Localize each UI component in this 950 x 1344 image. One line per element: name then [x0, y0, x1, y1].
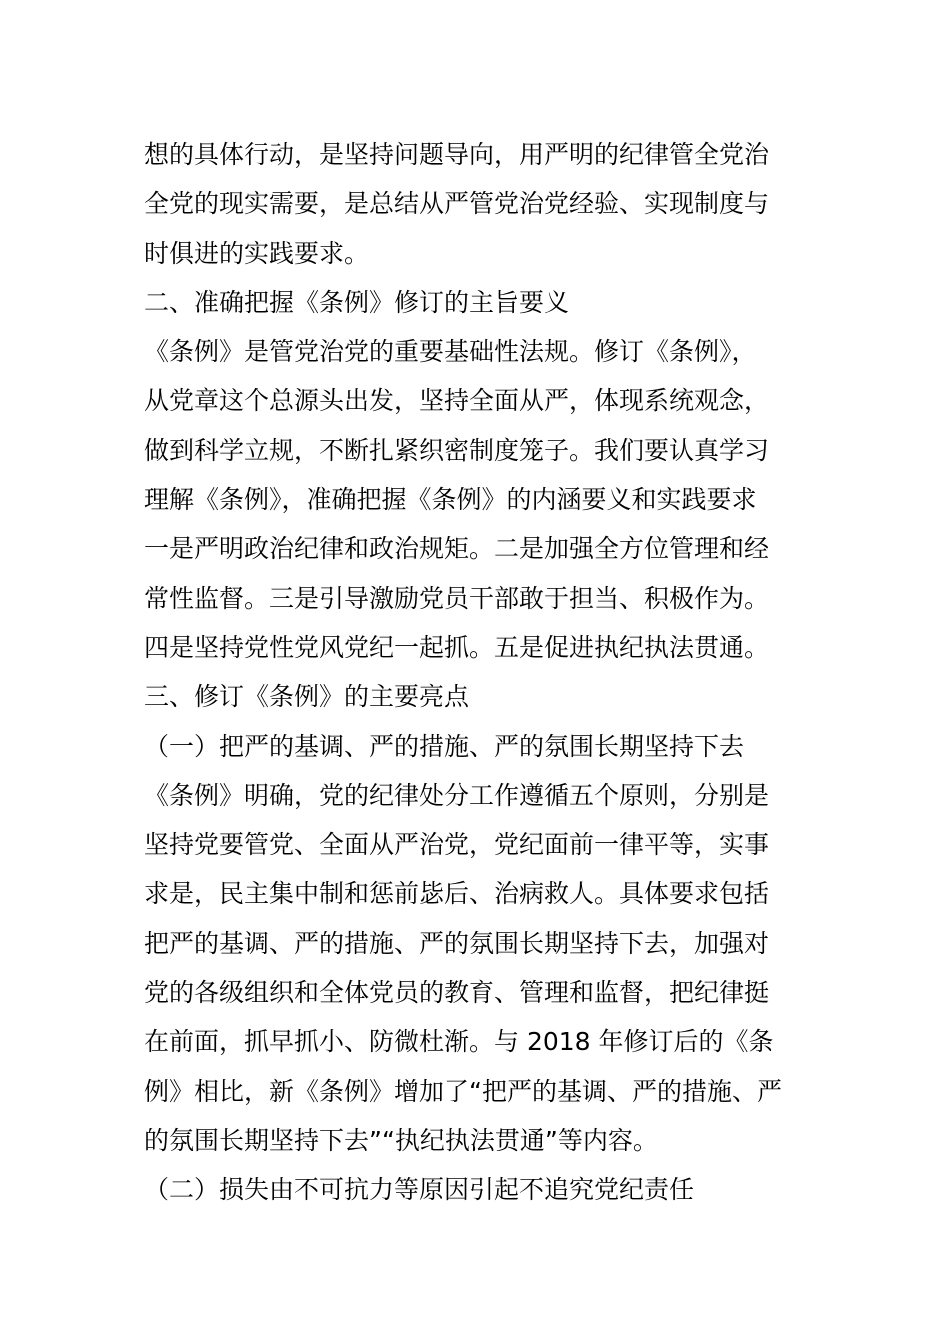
text-line-5: 《条例》是管党治党的重要基础性法规。修订《条例》，	[144, 337, 757, 367]
text-line-10: 常性监督。三是引导激励党员干部敢于担当、积极作为。	[144, 583, 770, 613]
text-line-8: 理解《条例》，准确把握《条例》的内涵要义和实践要求	[144, 485, 757, 515]
section-heading-3: 三、修订《条例》的主要亮点	[144, 682, 470, 712]
text-line-16: 求是，民主集中制和惩前毖后、治病救人。具体要求包括	[144, 879, 770, 909]
text-line-2: 全党的现实需要，是总结从严管党治党经验、实现制度与	[144, 189, 770, 219]
section-heading-2: 二、准确把握《条例》修订的主旨要义	[144, 287, 570, 317]
subsection-heading-2: （二）损失由不可抗力等原因引起不追究党纪责任	[144, 1175, 695, 1205]
text-line-1: 想的具体行动，是坚持问题导向，用严明的纪律管全党治	[144, 140, 770, 169]
text-line-9: 一是严明政治纪律和政治规矩。二是加强全方位管理和经	[144, 534, 770, 564]
text-line-17: 把严的基调、严的措施、严的氛围长期坚持下去，加强对	[144, 928, 770, 958]
text-line-14: 《条例》明确，党的纪律处分工作遵循五个原则，分别是	[144, 780, 770, 810]
text-line-18: 党的各级组织和全体党员的教育、管理和监督，把纪律挺	[144, 978, 770, 1008]
text-line-20: 例》相比，新《条例》增加了“把严的基调、严的措施、严	[144, 1076, 782, 1106]
subsection-heading-1: （一）把严的基调、严的措施、严的氛围长期坚持下去	[144, 731, 745, 761]
text-line-21: 的氛围长期坚持下去”“执纪执法贯通”等内容。	[144, 1125, 658, 1155]
text-line-15: 坚持党要管党、全面从严治党，党纪面前一律平等，实事	[144, 830, 770, 860]
text-line-6: 从党章这个总源头出发，坚持全面从严，体现系统观念，	[144, 386, 770, 416]
text-line-19: 在前面，抓早抓小、防微杜渐。与 2018 年修订后的《条	[144, 1027, 774, 1057]
text-line-7: 做到科学立规，不断扎紧织密制度笼子。我们要认真学习	[144, 435, 770, 465]
text-line-3: 时俱进的实践要求。	[144, 238, 370, 268]
document-body	[144, 130, 814, 1215]
text-line-11: 四是坚持党性党风党纪一起抓。五是促进执纪执法贯通。	[144, 632, 770, 662]
